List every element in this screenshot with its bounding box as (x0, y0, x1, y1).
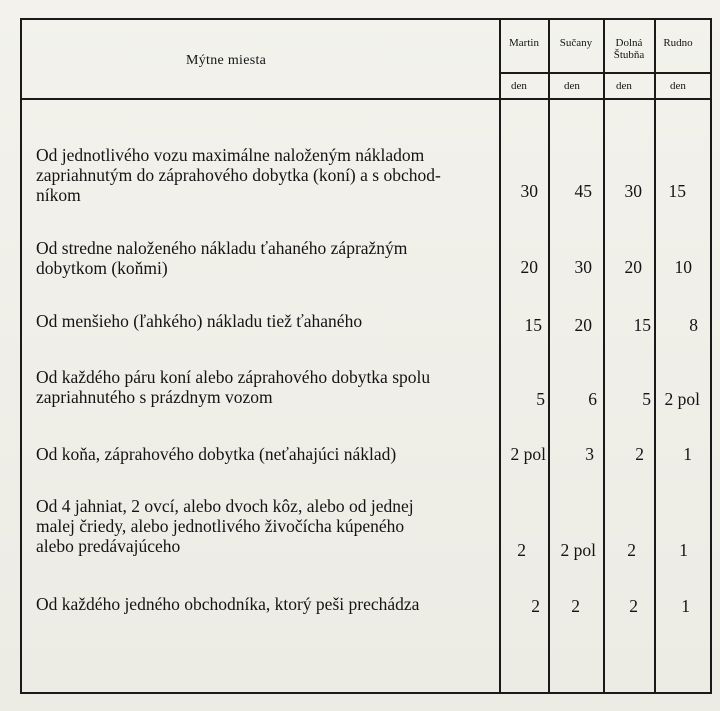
column-header-sucany: Sučany (559, 37, 593, 49)
table-cell-value: 2 pol (510, 444, 546, 464)
table-cell-value: 1 (679, 540, 688, 560)
table-cell-value: 20 (520, 257, 538, 277)
table-cell-value: 10 (674, 257, 692, 277)
table-row-label: Od menšieho (ľahkého) nákladu tiež ťahaného (36, 311, 363, 331)
table-cell-value: 2 (627, 540, 636, 560)
unit-label-sucany: den (564, 80, 580, 92)
table-row-label: Od koňa, záprahového dobytka (neťahajúci náklad) (36, 444, 397, 464)
table-cell-value: 15 (633, 315, 651, 335)
table-cell-value: 30 (520, 181, 538, 201)
table-cell-value: 30 (624, 181, 642, 201)
table-cell-value: 8 (689, 315, 698, 335)
table-cell-value: 2 pol (664, 389, 700, 409)
column-header-rudno: Rudno (663, 37, 693, 49)
table-cell-value: 15 (524, 315, 542, 335)
table-row-label: Od každého jedného obchodníka, ktorý peši prechádza (36, 594, 420, 614)
table-cell-value: 2 (531, 596, 540, 616)
unit-label-martin: den (511, 80, 527, 92)
table-cell-value: 15 (668, 181, 686, 201)
column-divider-label (499, 18, 501, 694)
table-cell-value: 1 (683, 444, 692, 464)
table-cell-value: 45 (574, 181, 592, 201)
table-cell-value: 2 (635, 444, 644, 464)
table-frame (20, 18, 712, 694)
unit-label-dolna-stubna: den (616, 80, 632, 92)
table-cell-value: 1 (681, 596, 690, 616)
header-divider-den (499, 72, 712, 74)
column-divider-martin (548, 18, 550, 694)
table-title: Mýtne miesta (186, 53, 267, 68)
table-cell-value: 5 (536, 389, 545, 409)
table-cell-value: 3 (585, 444, 594, 464)
column-divider-dolna (654, 18, 656, 694)
table-cell-value: 2 (517, 540, 526, 560)
table-row-label: Od jednotlivého vozu maximálne naloženým nákladom zapriahnutým do záprahového dobytka (koní) a s obchod- níkom (36, 145, 441, 205)
table-cell-value: 20 (624, 257, 642, 277)
table-cell-value: 20 (574, 315, 592, 335)
table-row-label: Od 4 jahniat, 2 ovcí, alebo dvoch kôz, alebo od jednej malej čriedy, alebo jednotlivého živočícha kúpeného alebo predávajúceho (36, 496, 414, 556)
table-cell-value: 2 (571, 596, 580, 616)
table-cell-value: 2 (629, 596, 638, 616)
table-cell-value: 30 (574, 257, 592, 277)
table-cell-value: 5 (642, 389, 651, 409)
table-row-label: Od každého páru koní alebo záprahového dobytka spolu zapriahnutého s prázdnym vozom (36, 367, 431, 407)
column-header-martin: Martin (509, 37, 539, 49)
table-row-label: Od stredne naloženého nákladu ťahaného zápražným dobytkom (koňmi) (36, 238, 408, 278)
column-divider-sucany (603, 18, 605, 694)
table-cell-value: 6 (588, 389, 597, 409)
header-divider-bottom (20, 98, 712, 100)
column-header-dolna-stubna: Dolná Štubňa (613, 37, 645, 61)
table-cell-value: 2 pol (560, 540, 596, 560)
unit-label-rudno: den (670, 80, 686, 92)
